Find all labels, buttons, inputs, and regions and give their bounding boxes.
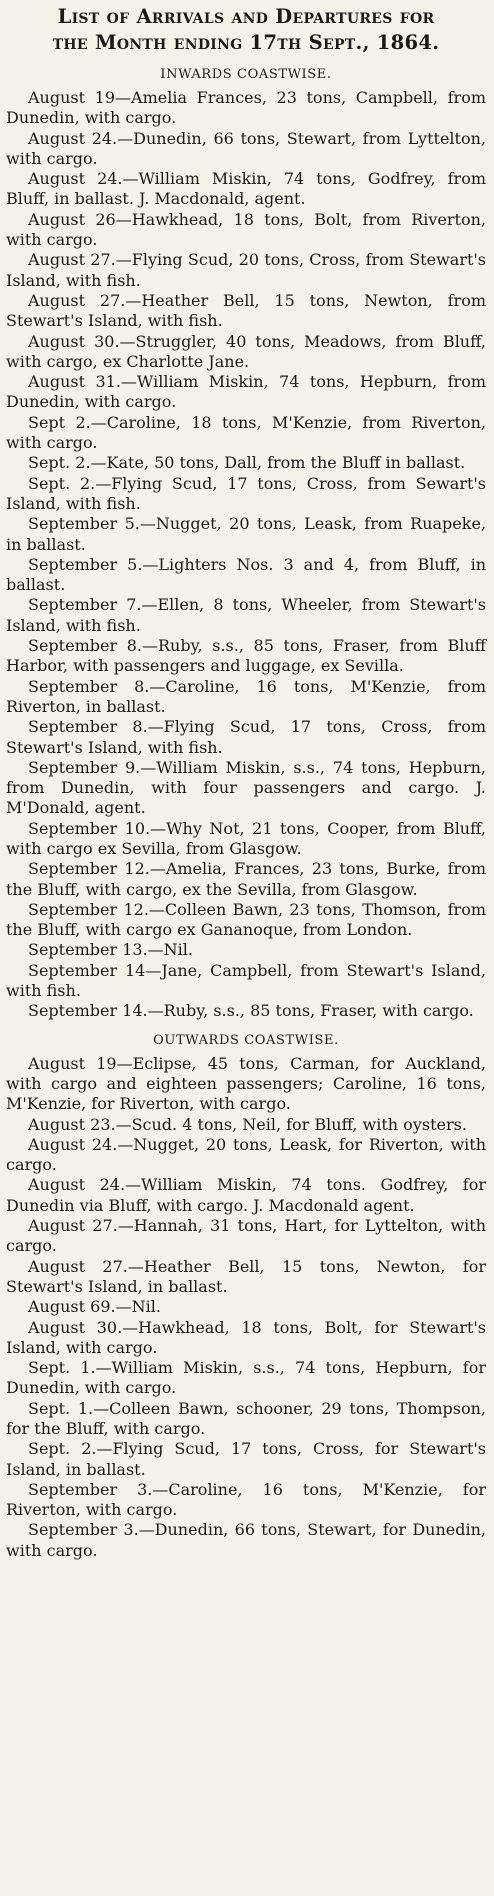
- outwards-list: [6, 1054, 486, 1561]
- list-item: August 27.—Flying Scud, 20 tons, Cross, from Stewart's Island, with fish.: [6, 250, 486, 290]
- list-item: Sept. 1.—Colleen Bawn, schooner, 29 tons, Thompson, for the Bluff, with cargo.: [6, 1398, 486, 1438]
- list-item: August 23.—Scud. 4 tons, Neil, for Bluff, with oysters.: [28, 1114, 467, 1134]
- list-item: September 12.—Colleen Bawn, 23 tons, Thomson, from the Bluff, with cargo ex Gananoque, from London.: [6, 899, 486, 940]
- list-item: September 5.—Nugget, 20 tons, Leask, from Ruapeke, in ballast.: [6, 514, 486, 554]
- list-item: September 3.—Dunedin, 66 tons, Stewart, for Dunedin, with cargo.: [6, 1520, 486, 1560]
- list-item: August 24.—William Miskin, 74 tons. Godfrey, for Dunedin via Bluff, with cargo. J. Macdonald agent.: [6, 1175, 486, 1215]
- list-item: August 30.—Hawkhead, 18 tons, Bolt, for Stewart's Island, with cargo.: [6, 1317, 486, 1357]
- list-item: August 19—Eclipse, 45 tons, Carman, for Auckland, with cargo and eighteen passengers; Caroline, 16 tons, M'Kenzie, for Riverton, with cargo.: [6, 1053, 486, 1114]
- list-item: September 10.—Why Not, 21 tons, Cooper, from Bluff, with cargo ex Sevilla, from Glasgow.: [6, 818, 486, 858]
- list-item: August 27.—Heather Bell, 15 tons, Newton, for Stewart's Island, in ballast.: [6, 1256, 486, 1296]
- list-item: August 26—Hawkhead, 18 tons, Bolt, from Riverton, with cargo.: [6, 209, 486, 250]
- list-item: September 14.—Ruby, s.s., 85 tons, Fraser, with cargo.: [28, 1001, 474, 1021]
- list-item: Sept. 2.—Flying Scud, 17 tons, Cross, for Stewart's Island, in ballast.: [6, 1439, 486, 1479]
- list-item: August 24.—Nugget, 20 tons, Leask, for Riverton, with cargo.: [6, 1134, 486, 1175]
- list-item: September 8.—Flying Scud, 17 tons, Cross, from Stewart's Island, with fish.: [6, 717, 486, 757]
- list-item: August 69.—Nil.: [28, 1297, 161, 1317]
- list-item: September 8.—Caroline, 16 tons, M'Kenzie, from Riverton, in ballast.: [6, 676, 486, 716]
- list-item: September 12.—Amelia, Frances, 23 tons, Burke, from the Bluff, with cargo, ex the Sevilla, from Glasgow.: [6, 859, 486, 899]
- list-item: Sept. 2.—Kate, 50 tons, Dall, from the Bluff in ballast.: [28, 453, 466, 473]
- list-item: August 30.—Struggler, 40 tons, Meadows, from Bluff, with cargo, ex Charlotte Jane.: [6, 331, 486, 371]
- list-item: September 7.—Ellen, 8 tons, Wheeler, from Stewart's Island, with fish.: [6, 595, 486, 635]
- list-item: Sept. 2.—Flying Scud, 17 tons, Cross, from Sewart's Island, with fish.: [6, 473, 486, 513]
- list-item: September 5.—Lighters Nos. 3 and 4, from Bluff, in ballast.: [6, 554, 486, 595]
- list-item: August 27.—Hannah, 31 tons, Hart, for Lyttelton, with cargo.: [6, 1216, 486, 1256]
- list-item: September 9.—William Miskin, s.s., 74 tons, Hepburn, from Dunedin, with four passengers and cargo. J. M'Donald, agent.: [6, 757, 486, 818]
- outwards-heading: OUTWARDS COASTWISE.: [153, 1032, 339, 1048]
- inwards-heading: INWARDS COASTWISE.: [160, 67, 332, 82]
- list-item: August 24.—William Miskin, 74 tons, Godfrey, from Bluff, in ballast. J. Macdonald, agent.: [6, 169, 486, 209]
- list-item: August 19—Amelia Frances, 23 tons, Campbell, from Dunedin, with cargo.: [6, 88, 486, 128]
- page-title: [6, 4, 486, 56]
- list-item: August 24.—Dunedin, 66 tons, Stewart, from Lyttelton, with cargo.: [6, 128, 486, 168]
- list-item: August 27.—Heather Bell, 15 tons, Newton, from Stewart's Island, with fish.: [6, 290, 486, 331]
- list-item: August 31.—William Miskin, 74 tons, Hepburn, from Dunedin, with cargo.: [6, 372, 486, 412]
- list-item: September 14—Jane, Campbell, from Stewart's Island, with fish.: [6, 960, 486, 1001]
- list-item: September 8.—Ruby, s.s., 85 tons, Fraser, from Bluff Harbor, with passengers and luggage, ex Sevilla.: [6, 636, 486, 676]
- list-item: Sept 2.—Caroline, 18 tons, M'Kenzie, from Riverton, with cargo.: [6, 412, 486, 453]
- list-item: Sept. 1.—William Miskin, s.s., 74 tons, Hepburn, for Dunedin, with cargo.: [6, 1358, 486, 1398]
- inwards-list: [6, 88, 486, 1022]
- list-item: September 3.—Caroline, 16 tons, M'Kenzie, for Riverton, with cargo.: [6, 1479, 486, 1520]
- list-item: September 13.—Nil.: [28, 940, 193, 960]
- title-line-2: the Month ending 17th Sept., 1864.: [52, 31, 440, 54]
- title-line-1: List of Arrivals and Departures for: [57, 5, 435, 28]
